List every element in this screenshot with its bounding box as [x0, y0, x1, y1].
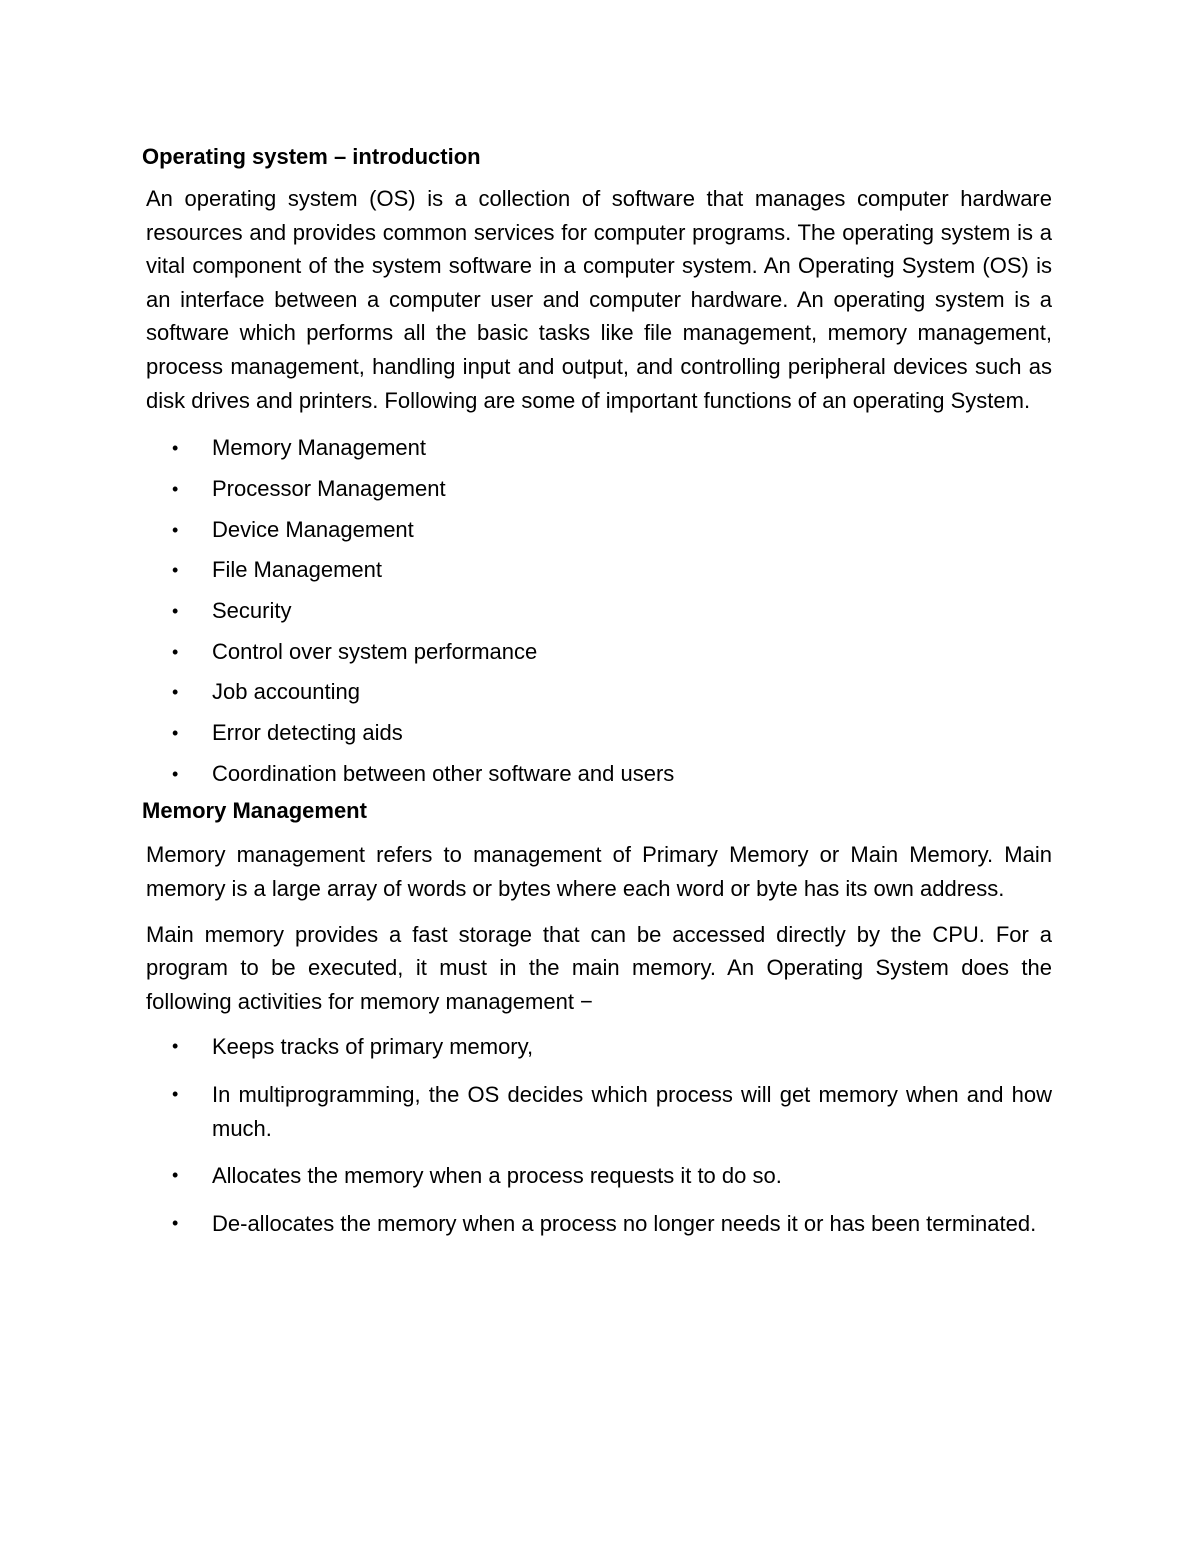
- bullet-icon: •: [172, 1083, 179, 1104]
- list-item: • Device Management: [146, 515, 1052, 556]
- bullet-icon: •: [172, 560, 179, 581]
- bullet-icon: •: [172, 682, 179, 703]
- bullet-icon: •: [172, 438, 179, 459]
- bullet-icon: •: [172, 1036, 179, 1057]
- page-title: Operating system – introduction: [142, 144, 481, 169]
- list-item: • Memory Management: [146, 433, 1052, 474]
- intro-paragraph: An operating system (OS) is a collection of software that manages computer hardware resources and provides common services for computer programs. The operating system is a vital component of the system software in a computer system. An Operating System (OS) is an interface between a computer user and computer hardware. An operating system is a software which performs all the basic tasks like file management, memory management, process management, handling input and output, and controlling peripheral devices such as disk drives and printers. Following are some of important functions of an operating System.: [146, 186, 1052, 413]
- bullet-icon: •: [172, 478, 179, 499]
- bullet-icon: •: [172, 600, 179, 621]
- document-page: [142, 140, 1052, 1254]
- list-item: • Allocates the memory when a process requests it to do so.: [146, 1159, 1052, 1193]
- list-item: • File Management: [146, 555, 1052, 596]
- bullet-icon: •: [172, 763, 179, 784]
- list-item: • Coordination between other software and users: [146, 759, 1052, 800]
- list-item: • Job accounting: [146, 677, 1052, 718]
- bullet-icon: •: [172, 1165, 179, 1186]
- bullet-icon: •: [172, 519, 179, 540]
- bullet-icon: •: [172, 1212, 179, 1233]
- memory-paragraph-2: Main memory provides a fast storage that can be accessed directly by the CPU. For a program to be executed, it must in the main memory. An Operating System does the following activities for memory management −: [146, 921, 1052, 1014]
- functions-list: [146, 433, 1052, 799]
- list-item: • De-allocates the memory when a process no longer needs it or has been terminated.: [146, 1207, 1052, 1241]
- list-item: • Control over system performance: [146, 637, 1052, 678]
- memory-paragraph-1: Memory management refers to management of Primary Memory or Main Memory. Main memory is a large array of words or bytes where each word or byte has its own address.: [146, 842, 1052, 901]
- list-item: • Processor Management: [146, 474, 1052, 515]
- bullet-icon: •: [172, 722, 179, 743]
- bullet-icon: •: [172, 641, 179, 662]
- list-item: • Keeps tracks of primary memory,: [146, 1030, 1052, 1064]
- memory-management-heading: Memory Management: [142, 798, 367, 824]
- list-item: • Error detecting aids: [146, 718, 1052, 759]
- list-item: • Security: [146, 596, 1052, 637]
- list-item: • In multiprogramming, the OS decides which process will get memory when and how much.: [146, 1078, 1052, 1145]
- memory-activities-list: [146, 1030, 1052, 1240]
